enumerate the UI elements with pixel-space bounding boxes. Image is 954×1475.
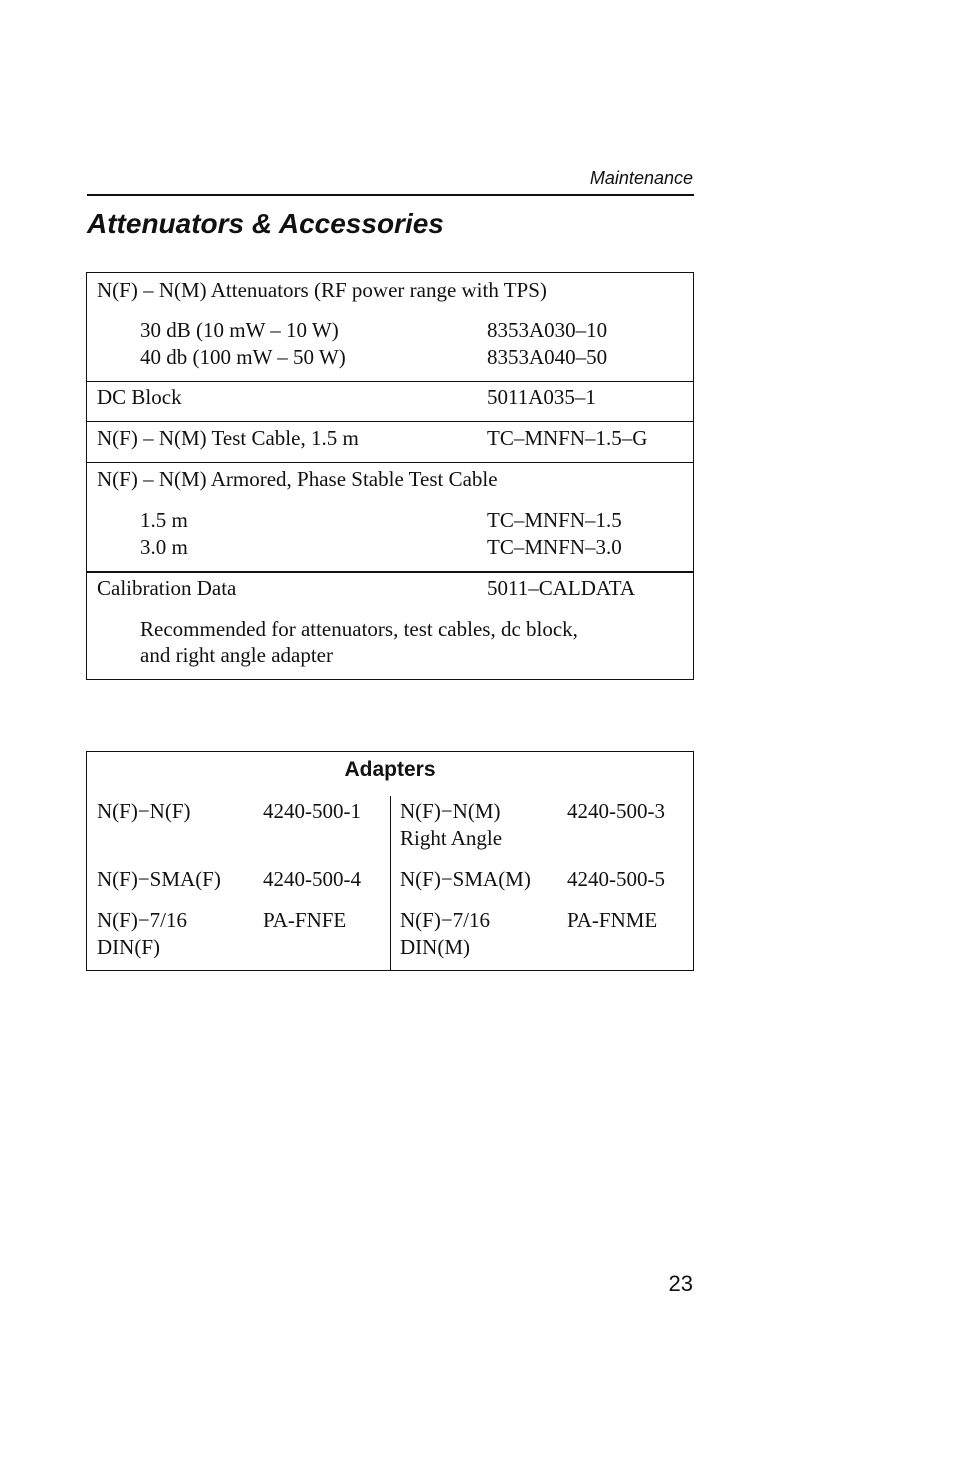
adapter-name: N(F)−7/16 bbox=[97, 908, 188, 932]
adapters-title: Adapters bbox=[344, 758, 436, 781]
adapter-name-line2: DIN(M) bbox=[400, 935, 470, 959]
test-cable-desc: N(F) – N(M) Test Cable, 1.5 m bbox=[97, 426, 359, 450]
calibration-part: 5011–CALDATA bbox=[487, 576, 636, 600]
adapter-part: 4240-500-3 bbox=[567, 799, 665, 823]
armored-cable-part: TC–MNFN–1.5 bbox=[487, 508, 622, 532]
adapter-name: N(F)−SMA(F) bbox=[97, 867, 221, 891]
calibration-desc: Calibration Data bbox=[97, 576, 237, 600]
adapter-part: PA-FNFE bbox=[263, 908, 347, 932]
page-number: 23 bbox=[668, 1271, 693, 1296]
dc-block-part: 5011A035–1 bbox=[487, 385, 596, 409]
adapter-name: N(F)−SMA(M) bbox=[400, 867, 531, 891]
adapter-name: N(F)−N(F) bbox=[97, 799, 191, 823]
calibration-note: and right angle adapter bbox=[140, 643, 333, 667]
row-divider bbox=[87, 421, 693, 422]
row-divider bbox=[87, 571, 693, 573]
adapters-table bbox=[86, 751, 694, 971]
adapter-name: N(F)−N(M) bbox=[400, 799, 501, 823]
adapter-name-line2: DIN(F) bbox=[97, 935, 160, 959]
adapter-part: 4240-500-1 bbox=[263, 799, 361, 823]
attenuator-part: 8353A030–10 bbox=[487, 318, 608, 342]
running-head: Maintenance bbox=[589, 168, 693, 188]
adapter-part: PA-FNME bbox=[567, 908, 658, 932]
column-divider bbox=[390, 796, 391, 970]
attenuators-heading: N(F) – N(M) Attenuators (RF power range with TPS) bbox=[97, 278, 547, 302]
attenuator-part: 8353A040–50 bbox=[487, 345, 608, 369]
armored-cable-heading: N(F) – N(M) Armored, Phase Stable Test Cable bbox=[97, 467, 498, 491]
adapter-name-line2: Right Angle bbox=[400, 826, 503, 850]
adapter-part: 4240-500-4 bbox=[263, 867, 361, 891]
row-divider bbox=[87, 462, 693, 463]
page-title: Attenuators & Accessories bbox=[87, 208, 444, 239]
armored-cable-length: 3.0 m bbox=[140, 535, 188, 559]
armored-cable-part: TC–MNFN–3.0 bbox=[487, 535, 622, 559]
row-divider bbox=[87, 381, 693, 382]
armored-cable-length: 1.5 m bbox=[140, 508, 188, 532]
attenuator-desc: 30 dB (10 mW – 10 W) bbox=[140, 318, 339, 342]
header-rule bbox=[87, 194, 694, 196]
adapter-part: 4240-500-5 bbox=[567, 867, 665, 891]
accessories-table bbox=[86, 272, 694, 680]
dc-block-desc: DC Block bbox=[97, 385, 182, 409]
calibration-note: Recommended for attenuators, test cables, dc block, bbox=[140, 617, 578, 641]
adapter-name: N(F)−7/16 bbox=[400, 908, 491, 932]
attenuator-desc: 40 db (100 mW – 50 W) bbox=[140, 345, 346, 369]
test-cable-part: TC–MNFN–1.5–G bbox=[487, 426, 648, 450]
